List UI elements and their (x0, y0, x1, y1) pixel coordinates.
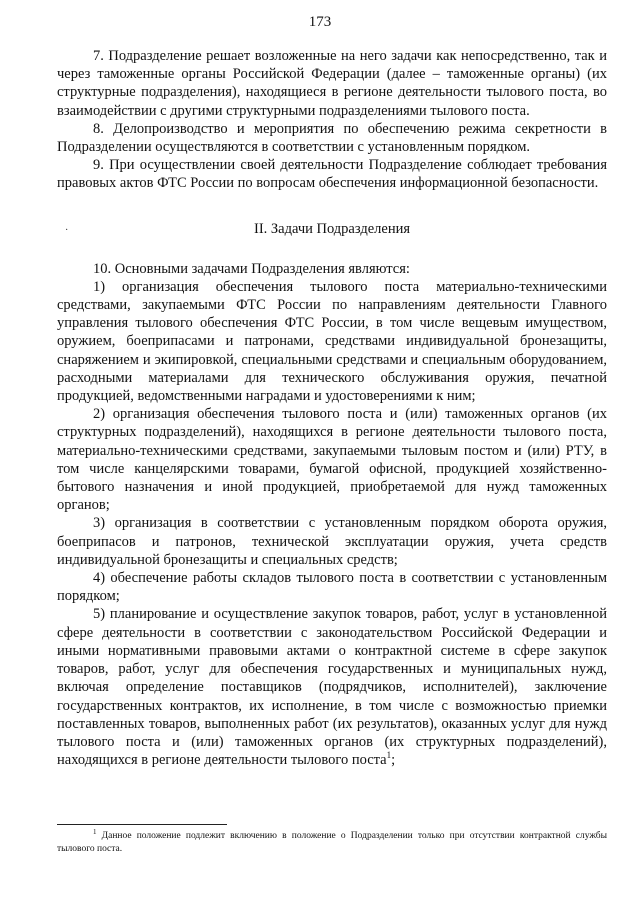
task-item-4: 4) обеспечение работы складов тылового поста в соответствии с установленным порядком; (57, 570, 607, 605)
paragraph-9: 9. При осуществлении своей деятельности Подразделение соблюдает требования правовых актов ФТС России по вопросам обеспечения информационной безопасности. (57, 157, 607, 192)
footnote-marker: 1 (93, 827, 97, 836)
task-item-1: 1) организация обеспечения тылового поста материально-техническими средствами, закупаемыми ФТС России по направлениям деятельности Главного управления тылового обеспечения ФТС России, в том числе вещевым имуществом, оружием, боеприпасами и патронами, средствами индивидуальной бронезащиты, снаряжением и экипировкой, специальными средствами и специальным оборудованием, расходными материалами для технического обслуживания оружия, печатной продукцией, ведомственными наградами и удостоверениями к ним; (57, 278, 607, 405)
task-item-5-text: 5) планирование и осуществление закупок товаров, работ, услуг в установленной сфере деятельности в соответствии с законодательством Российской Федерации и иными нормативными правовыми актами о контрактной системе в сфере закупок товаров, работ, услуг для обеспечения государственных и муниципальных нужд, включая определение поставщиков (подрядчиков, исполнителей), заключение государственных контрактов, их исполнение, в том числе с возможностью приемки поставленных товаров, выполненных работ (их результатов), оказанных услуг для нужд тылового поста и (или) таможенных органов (их структурных подразделений), находящихся в регионе деятельности тылового поста (57, 606, 607, 769)
task-item-2: 2) организация обеспечения тылового поста и (или) таможенных органов (их структурных подразделений), находящихся в регионе деятельности тылового поста, материально-техническими средствами, закупаемыми тыловым постом и (или) РТУ, в том числе канцелярскими товарами, бумагой офисной, продукцией хозяйственно-бытового назначения и иной продукцией, приобретаемой для нужд таможенных органов; (57, 406, 607, 514)
section-heading (57, 220, 607, 238)
page-number: 173 (308, 14, 332, 30)
task-item-5-end: ; (391, 752, 396, 769)
footnote-text: Данное положение подлежит включению в положение о Подразделении только при отсутствии контрактной службы тылового поста. (57, 831, 607, 854)
footnote-reference: 1 (386, 750, 392, 761)
task-item-5 (57, 605, 607, 769)
task-item-3: 3) организация в соответствии с установленным порядком оборота оружия, боеприпасов и патронов, технической эксплуатации оружия, учета средств индивидуальной бронезащиты и специальных средств; (57, 515, 607, 568)
document-body (57, 47, 607, 769)
paragraph-7: 7. Подразделение решает возложенные на него задачи как непосредственно, так и через таможенные органы Российской Федерации (далее – таможенные органы) (их структурные подразделения), находящиеся в регионе деятельности тылового поста, во взаимодействии с другими структурными подразделениями тылового поста. (57, 48, 607, 119)
footnote (57, 827, 607, 856)
footnote-divider (57, 824, 227, 825)
section-heading-text: II. Задачи Подразделения (253, 220, 411, 237)
paragraph-8: 8. Делопроизводство и мероприятия по обеспечению режима секретности в Подразделении осуществляются в соответствии с установленным порядком. (57, 120, 607, 156)
margin-mark: · (65, 224, 69, 236)
paragraph-10: 10. Основными задачами Подразделения являются: (93, 260, 410, 277)
